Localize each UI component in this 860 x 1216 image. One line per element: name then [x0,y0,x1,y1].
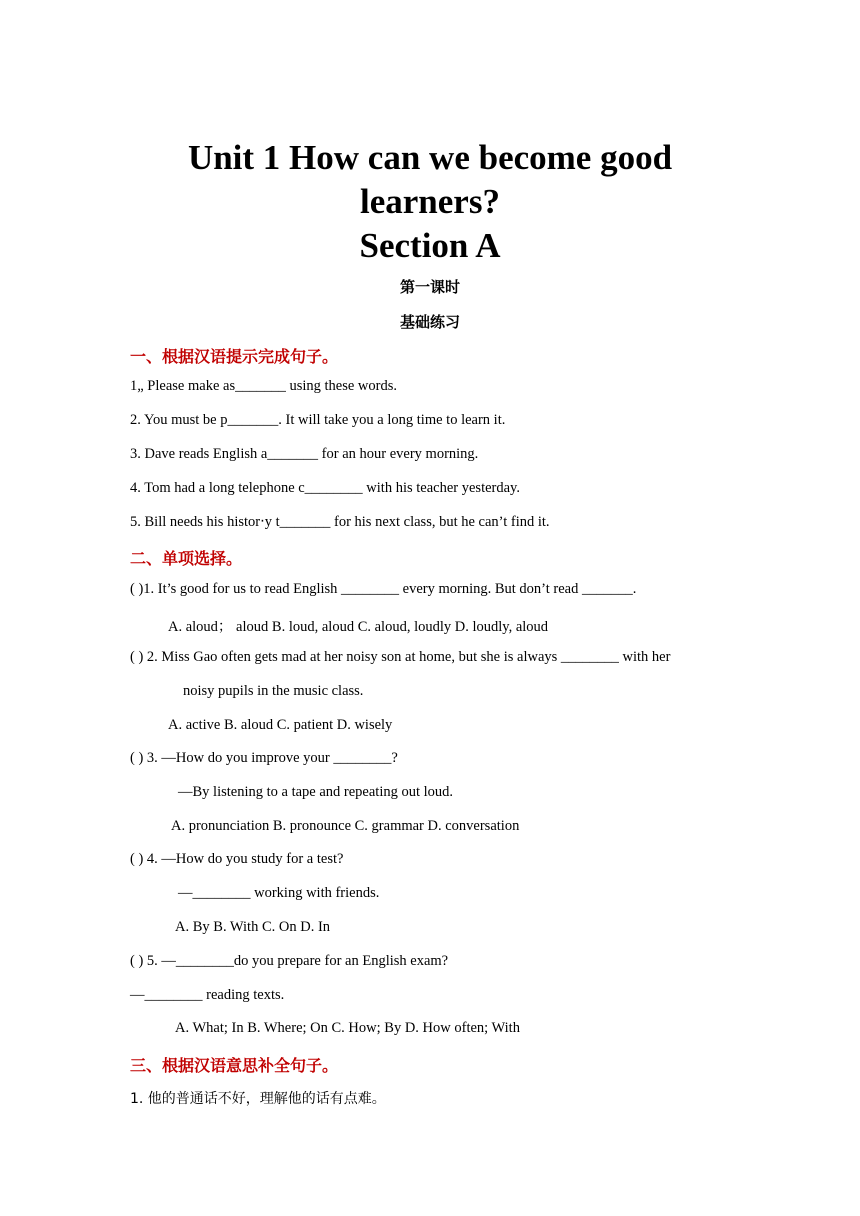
question-3-options: A. pronunciation B. pronounce C. grammar D. conversation [171,818,520,834]
question-2-options: A. active B. aloud C. patient D. wisely [168,717,393,733]
lesson-label: 第一课时 [399,278,460,296]
question-5-answer: —________ reading texts. [130,987,285,1003]
section-1-item-4: 4. Tom had a long telephone c________ with his teacher yesterday. [130,480,520,496]
question-5: ( ) 5. —________do you prepare for an English exam? [130,953,449,969]
section-3-item-1: 1. 他的普通话不好，理解他的话有点难。 [130,1091,386,1107]
section-1-item-1: 1„ Please make as_______ using these words. [130,378,397,394]
question-5-options: A. What; In B. Where; On C. How; By D. How often; With [175,1020,520,1036]
section-2-heading: 二、单项选择。 [130,549,243,568]
question-4: ( ) 4. —How do you study for a test? [130,851,344,867]
question-3: ( ) 3. —How do you improve your ________? [130,750,398,766]
question-2: ( ) 2. Miss Gao often gets mad at her noisy son at home, but she is always ________ with her [130,649,671,665]
section-1-heading: 一、根据汉语提示完成句子。 [130,347,339,366]
section-1-item-3: 3. Dave reads English a_______ for an hour every morning. [130,446,479,462]
document-title-line-1: Unit 1 How can we become good [187,138,673,177]
section-1-item-2: 2. You must be p_______. It will take you a long time to learn it. [130,412,506,428]
question-2-continuation: noisy pupils in the music class. [183,683,364,699]
question-4-answer: —________ working with friends. [178,885,380,901]
question-3-answer: —By listening to a tape and repeating out loud. [178,784,454,800]
question-1-options: A. aloud； aloud B. loud, aloud C. aloud, loudly D. loudly, aloud [168,619,549,635]
question-4-options: A. By B. With C. On D. In [175,919,331,935]
question-1: ( )1. It’s good for us to read English ________ every morning. But don’t read _______. [130,581,637,597]
practice-label: 基础练习 [399,313,460,331]
section-3-heading: 三、根据汉语意思补全句子。 [130,1056,339,1075]
section-1-item-5: 5. Bill needs his histor‧y t_______ for his next class, but he can’t find it. [130,514,550,530]
document-title-line-2: learners? [360,182,500,221]
document-title-line-3: Section A [359,226,501,265]
